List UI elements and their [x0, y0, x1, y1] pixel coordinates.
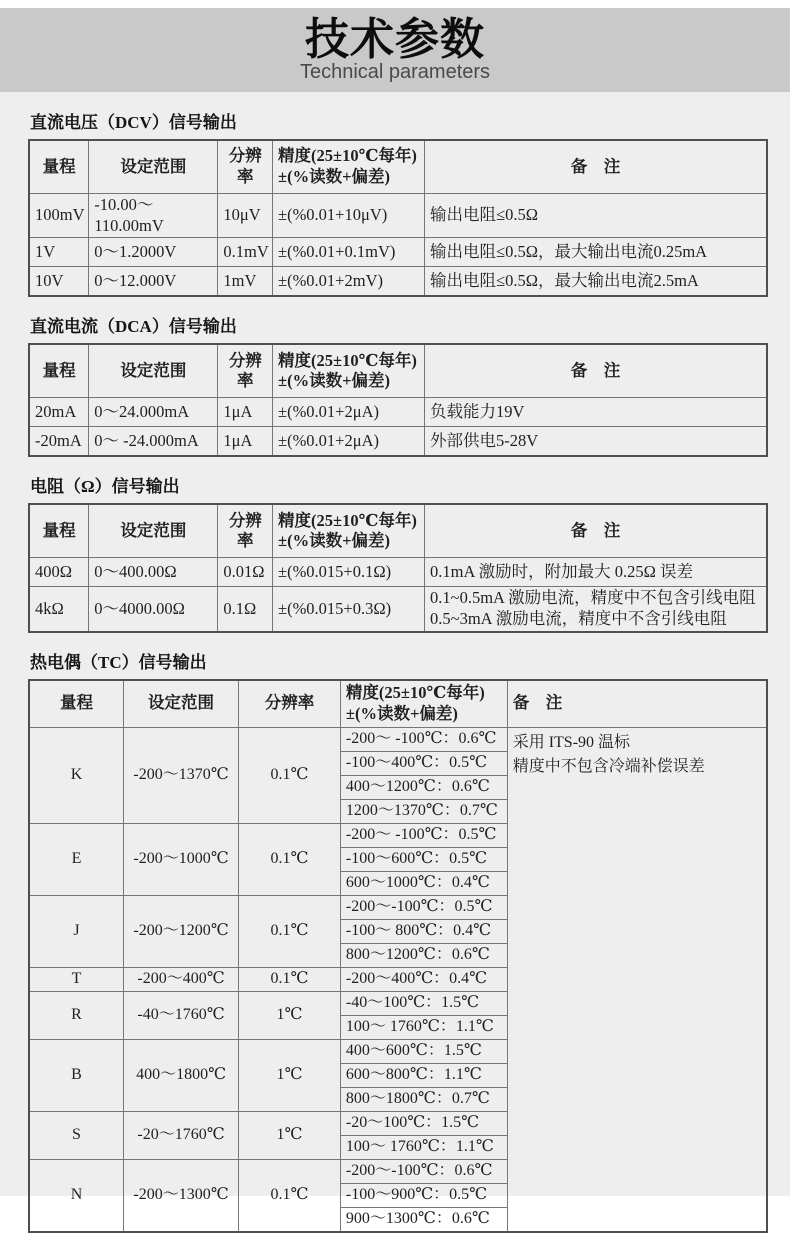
note-cell: [425, 587, 767, 632]
resolution-cell: 0.1℃: [239, 1159, 341, 1232]
table-row: [29, 558, 767, 587]
table-row: [29, 398, 767, 427]
accuracy-header-line1: 精度(25±10℃每年): [278, 350, 417, 370]
range-cell: 20mA: [29, 398, 89, 427]
table-header-row: [29, 344, 767, 398]
accuracy-cell: -200～ -100℃：0.5℃: [340, 823, 507, 847]
note-cell: 输出电阻≤0.5Ω: [425, 194, 767, 238]
set-range-cell: -200～400℃: [123, 967, 238, 991]
set-range-cell: -200～1000℃: [123, 823, 238, 895]
range-cell: N: [29, 1159, 123, 1232]
accuracy-cell: ±(%0.015+0.1Ω): [273, 558, 425, 587]
note-cell: 输出电阻≤0.5Ω，最大输出电流2.5mA: [425, 267, 767, 297]
dca-table: [28, 343, 768, 457]
accuracy-header-line2: ±(%读数+偏差): [278, 167, 390, 186]
table-row: [29, 267, 767, 297]
accuracy-cell: 400～1200℃：0.6℃: [340, 775, 507, 799]
table-row: [29, 587, 767, 632]
col-header-note: 备 注: [425, 140, 767, 194]
set-range-cell: -10.00～110.00mV: [89, 194, 218, 238]
set-range-cell: 0～24.000mA: [89, 398, 218, 427]
range-cell: 4kΩ: [29, 587, 89, 632]
accuracy-cell: -20～100℃：1.5℃: [340, 1111, 507, 1135]
range-cell: 100mV: [29, 194, 89, 238]
col-header-range: 量程: [29, 140, 89, 194]
range-cell: T: [29, 967, 123, 991]
resolution-cell: 0.1Ω: [218, 587, 273, 632]
note-cell: 输出电阻≤0.5Ω，最大输出电流0.25mA: [425, 238, 767, 267]
accuracy-cell: -200～ -100℃：0.6℃: [340, 727, 507, 751]
tc-note-line2: 精度中不包含冷端补偿误差: [512, 758, 705, 776]
table-row: [29, 427, 767, 457]
table-row: [29, 727, 767, 751]
section-title-dcv: 直流电压（DCV）信号输出: [30, 113, 237, 132]
accuracy-header-line1: 精度(25±10℃每年): [278, 510, 417, 530]
col-header-set-range: 设定范围: [89, 344, 218, 398]
col-header-note: 备 注: [507, 680, 767, 728]
accuracy-header-line2: ±(%读数+偏差): [345, 703, 458, 723]
resolution-cell: 1℃: [239, 991, 341, 1039]
col-header-accuracy: [273, 504, 425, 558]
set-range-cell: 0～ -24.000mA: [89, 427, 218, 457]
table-header-row: [29, 504, 767, 558]
accuracy-cell: ±(%0.01+2mV): [273, 267, 425, 297]
accuracy-cell: 100～ 1760℃：1.1℃: [340, 1015, 507, 1039]
note-cell: 0.1mA 激励时，附加最大 0.25Ω 误差: [425, 558, 767, 587]
range-cell: K: [29, 727, 123, 823]
resolution-cell: 1μA: [218, 427, 273, 457]
accuracy-cell: ±(%0.015+0.3Ω): [273, 587, 425, 632]
range-cell: 1V: [29, 238, 89, 267]
accuracy-cell: ±(%0.01+2μA): [273, 427, 425, 457]
set-range-cell: -40～1760℃: [123, 991, 238, 1039]
col-header-resolution: 分辨率: [239, 680, 341, 728]
table-row: [29, 238, 767, 267]
accuracy-cell: -40～100℃：1.5℃: [340, 991, 507, 1015]
col-header-range: 量程: [29, 344, 89, 398]
resolution-cell: 0.1℃: [239, 895, 341, 967]
resolution-cell: 1mV: [218, 267, 273, 297]
accuracy-cell: ±(%0.01+2μA): [273, 398, 425, 427]
col-header-note: 备 注: [425, 344, 767, 398]
set-range-cell: -200～1370℃: [123, 727, 238, 823]
section-title-tc: 热电偶（TC）信号输出: [30, 652, 207, 672]
col-header-accuracy: [340, 680, 507, 728]
resolution-cell: 0.1mV: [218, 238, 273, 267]
accuracy-header-line2: ±(%读数+偏差): [278, 531, 390, 551]
page-subtitle: Technical parameters: [299, 61, 491, 84]
resolution-cell: 0.1℃: [239, 727, 341, 823]
col-header-resolution: 分辨率: [218, 344, 273, 398]
set-range-cell: 400～1800℃: [123, 1039, 238, 1111]
note-line1: 0.1~0.5mA 激励电流，精度中不包含引线电阻: [430, 588, 756, 608]
col-header-set-range: 设定范围: [89, 504, 218, 558]
range-cell: 10V: [29, 267, 89, 297]
set-range-cell: -200～1300℃: [123, 1159, 238, 1232]
section-title-ohm: 电阻（Ω）信号输出: [30, 477, 180, 497]
set-range-cell: 0～400.00Ω: [89, 558, 218, 587]
accuracy-cell: -100～400℃：0.5℃: [340, 751, 507, 775]
tc-table: [28, 679, 768, 1233]
accuracy-cell: 100～ 1760℃：1.1℃: [340, 1135, 507, 1159]
page-header: [0, 8, 790, 92]
accuracy-cell: -200～400℃：0.4℃: [340, 967, 507, 991]
accuracy-cell: 800～1800℃：0.7℃: [340, 1087, 507, 1111]
accuracy-header-line1: 精度(25±10℃每年): [345, 682, 485, 702]
set-range-cell: -20～1760℃: [123, 1111, 238, 1159]
resolution-cell: 1μA: [218, 398, 273, 427]
resolution-cell: 0.01Ω: [218, 558, 273, 587]
note-line2: 0.5~3mA 激励电流，精度中不含引线电阻: [430, 608, 727, 628]
table-header-row: [29, 140, 767, 194]
resolution-cell: 0.1℃: [239, 967, 341, 991]
set-range-cell: -200～1200℃: [123, 895, 238, 967]
accuracy-cell: -200～-100℃：0.6℃: [340, 1159, 507, 1183]
range-cell: B: [29, 1039, 123, 1111]
col-header-range: 量程: [29, 504, 89, 558]
note-cell: 外部供电5-28V: [425, 427, 767, 457]
dcv-table: [28, 139, 768, 297]
accuracy-cell: 800～1200℃：0.6℃: [340, 943, 507, 967]
resolution-cell: 1℃: [239, 1111, 341, 1159]
set-range-cell: 0～4000.00Ω: [89, 587, 218, 632]
col-header-range: 量程: [29, 680, 123, 728]
col-header-set-range: 设定范围: [89, 140, 218, 194]
accuracy-header-line2: ±(%读数+偏差): [278, 371, 390, 391]
tc-note-line1: 采用 ITS-90 温标: [512, 733, 631, 751]
accuracy-cell: 1200～1370℃：0.7℃: [340, 799, 507, 823]
ohm-table: [28, 503, 768, 632]
accuracy-cell: 600～1000℃：0.4℃: [340, 871, 507, 895]
range-cell: -20mA: [29, 427, 89, 457]
range-cell: J: [29, 895, 123, 967]
resolution-cell: 0.1℃: [239, 823, 341, 895]
accuracy-cell: -100～900℃：0.5℃: [340, 1183, 507, 1207]
note-cell: 负载能力19V: [425, 398, 767, 427]
accuracy-header-line1: 精度(25±10℃每年): [278, 146, 417, 166]
table-header-row: [29, 680, 767, 728]
accuracy-cell: -100～ 800℃：0.4℃: [340, 919, 507, 943]
range-cell: R: [29, 991, 123, 1039]
resolution-cell: 1℃: [239, 1039, 341, 1111]
note-cell: [507, 727, 767, 1232]
resolution-cell: 10μV: [218, 194, 273, 238]
top-strip: [0, 0, 790, 8]
accuracy-cell: 600～800℃：1.1℃: [340, 1063, 507, 1087]
col-header-resolution: 分辨率: [218, 140, 273, 194]
col-header-resolution: 分辨率: [218, 504, 273, 558]
accuracy-cell: 900～1300℃：0.6℃: [340, 1207, 507, 1232]
col-header-note: 备 注: [425, 504, 767, 558]
set-range-cell: 0～12.000V: [89, 267, 218, 297]
accuracy-cell: -100～600℃：0.5℃: [340, 847, 507, 871]
accuracy-cell: 400～600℃：1.5℃: [340, 1039, 507, 1063]
accuracy-cell: ±(%0.01+10μV): [273, 194, 425, 238]
set-range-cell: 0～1.2000V: [89, 238, 218, 267]
accuracy-cell: ±(%0.01+0.1mV): [273, 238, 425, 267]
col-header-accuracy: [273, 140, 425, 194]
range-cell: S: [29, 1111, 123, 1159]
col-header-accuracy: [273, 344, 425, 398]
range-cell: E: [29, 823, 123, 895]
range-cell: 400Ω: [29, 558, 89, 587]
col-header-set-range: 设定范围: [123, 680, 238, 728]
page-title: 技术参数: [305, 15, 485, 64]
accuracy-cell: -200～-100℃：0.5℃: [340, 895, 507, 919]
table-row: [29, 194, 767, 238]
section-title-dca: 直流电流（DCA）信号输出: [30, 317, 237, 337]
